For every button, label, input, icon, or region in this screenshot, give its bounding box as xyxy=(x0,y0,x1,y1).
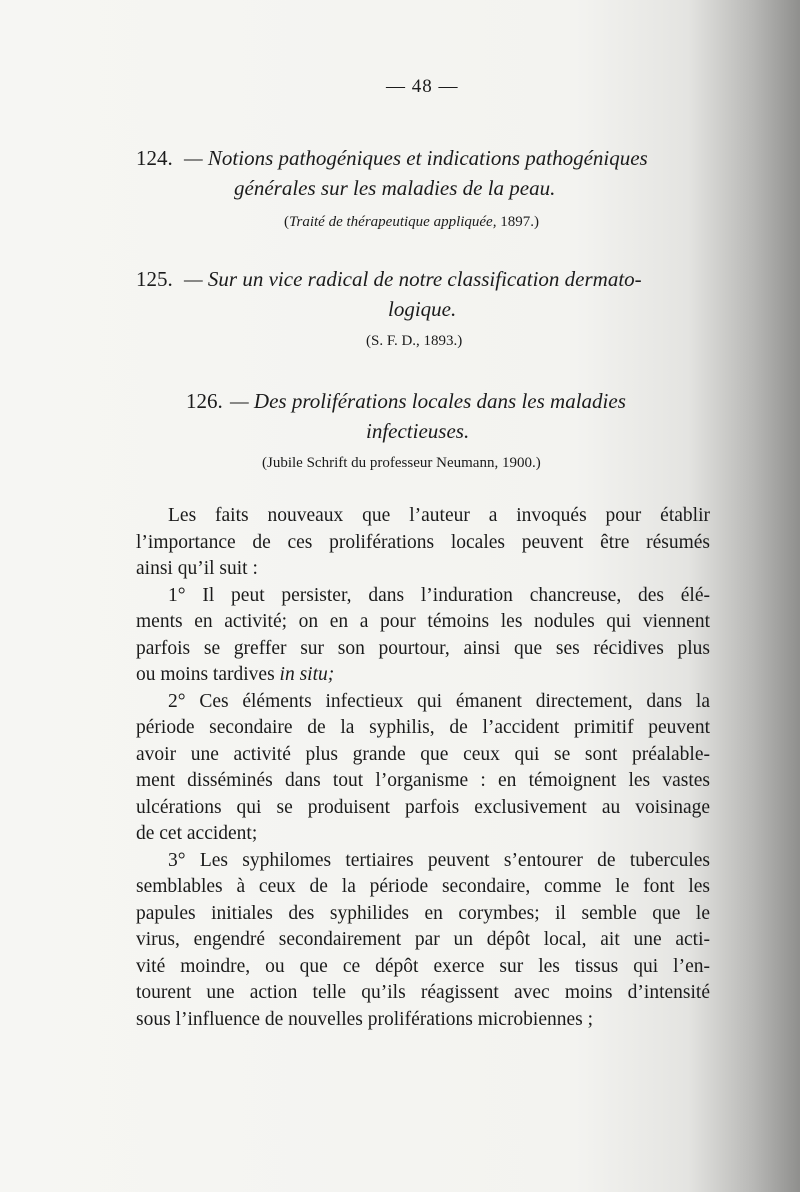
text-line: virus, engendré secondairement par un dépôt local, ait une acti- xyxy=(136,929,710,950)
entry-title-line-2: infectieuses. xyxy=(366,419,470,443)
text-line: avoir une activité plus grande que ceux qui se sont préalable- xyxy=(136,743,710,765)
page-number: — 48 — xyxy=(386,76,459,97)
text-line: ou moins tardives in situ; xyxy=(136,664,335,685)
latin-phrase: in situ; xyxy=(279,664,335,685)
entry-title-line-2: logique. xyxy=(388,297,457,321)
text-line: ulcérations qui se produisent parfois exclusivement au voisinage xyxy=(136,796,710,818)
entry-number: 125. xyxy=(136,267,173,291)
text-line: vité moindre, ou que ce dépôt exerce sur les tissus qui l’en- xyxy=(136,955,710,977)
text-line: ment disséminés dans tout l’organisme : en témoignent les vastes xyxy=(136,770,710,791)
paragraph-intro xyxy=(136,503,710,583)
entry-title-line-1: — Notions pathogéniques et indications pathogéniques xyxy=(184,146,648,170)
text-line: Les faits nouveaux que l’auteur a invoqués pour établir xyxy=(168,505,710,526)
entry-number: 126. xyxy=(186,389,223,413)
text-line: sous l’influence de nouvelles proliférations microbiennes ; xyxy=(136,1008,594,1030)
text-line: papules initiales des syphilides en corymbes; il semble que le xyxy=(136,902,710,924)
entry-source: (Traité de thérapeutique appliquée, 1897.) xyxy=(284,214,539,230)
text-line: parfois se greffer sur son pourtour, ainsi que ses récidives plus xyxy=(136,637,710,659)
text-line: 2° Ces éléments infectieux qui émanent directement, dans la xyxy=(168,690,710,712)
text-line: ments en activité; on en a pour témoins les nodules qui viennent xyxy=(136,611,710,632)
paragraph-point-1 xyxy=(136,583,710,689)
entry-title-line-1: — Des proliférations locales dans les maladies xyxy=(230,389,626,413)
text-line: tourent une action telle qu’ils réagissent avec moins d’intensité xyxy=(136,982,710,1003)
text-line: 3° Les syphilomes tertiaires peuvent s’entourer de tubercules xyxy=(168,849,710,871)
text-line: ainsi qu’il suit : xyxy=(136,558,258,579)
body-text xyxy=(136,503,710,1033)
entry-source: (Jubile Schrift du professeur Neumann, 1900.) xyxy=(262,455,541,471)
bleed-through-texture xyxy=(200,130,720,140)
text-line: période secondaire de la syphilis, de l’accident primitif peuvent xyxy=(136,717,710,738)
paragraph-point-2 xyxy=(136,689,710,848)
text-line: 1° Il peut persister, dans l’induration chancreuse, des élé- xyxy=(168,584,710,606)
paragraph-point-3 xyxy=(136,848,710,1034)
text-line: l’importance de ces proliférations locales peuvent être résumés xyxy=(136,531,710,553)
text-line: semblables à ceux de la période secondaire, comme le font les xyxy=(136,876,710,897)
entry-title-line-2: générales sur les maladies de la peau. xyxy=(234,176,556,200)
text-line: de cet accident; xyxy=(136,823,258,844)
entry-title-line-1: — Sur un vice radical de notre classification dermato- xyxy=(184,267,642,291)
entry-number: 124. xyxy=(136,146,173,170)
entry-source: (S. F. D., 1893.) xyxy=(366,333,463,349)
